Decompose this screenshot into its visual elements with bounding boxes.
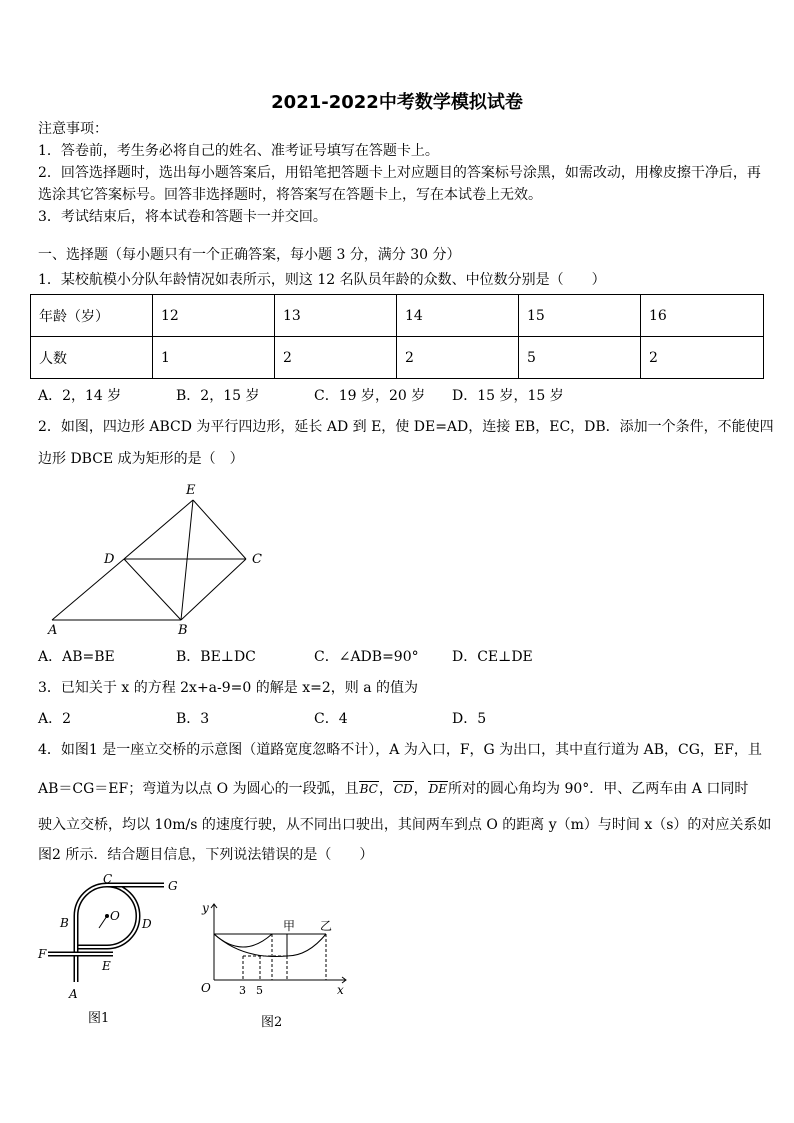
option-a[interactable]: A．2 — [38, 711, 72, 727]
fig2-origin: O — [201, 981, 211, 995]
fig2-axis-y: y — [202, 901, 209, 915]
table-row — [31, 295, 764, 337]
table-row — [31, 337, 764, 379]
question-1-stem: 1．某校航模小分队年龄情况如表所示，则这 12 名队员年龄的众数、中位数分别是（ ） — [38, 272, 606, 288]
section-heading: 一、选择题（每小题只有一个正确答案，每小题 3 分，满分 30 分） — [38, 247, 461, 263]
fig1-label-e: E — [102, 959, 111, 973]
fig1-label-c: C — [103, 872, 113, 886]
table-cell: 13 — [275, 295, 397, 337]
fig2-axis-x: x — [337, 983, 344, 997]
fig1-label-d: D — [142, 917, 152, 931]
option-d[interactable]: D．15 岁，15 岁 — [452, 388, 564, 404]
label-d: D — [104, 552, 115, 567]
overpass-figure — [36, 872, 186, 1004]
table-cell: 15 — [519, 295, 641, 337]
option-b[interactable]: B．BE⊥DC — [176, 649, 256, 665]
figure-1-caption: 图1 — [88, 1011, 110, 1026]
fig1-label-g: G — [168, 879, 178, 893]
question-4-text: 所对的圆心角均为 90°．甲、乙两车由 A 口同时 — [448, 781, 749, 797]
label-b: B — [178, 623, 188, 638]
figure-2-caption: 图2 — [261, 1015, 283, 1030]
label-c: C — [252, 552, 262, 567]
notice-item-1: 1．答卷前，考生务必将自己的姓名、准考证号填写在答题卡上。 — [38, 143, 439, 159]
question-4-text: AB＝CG＝EF；弯道为以点 O 为圆心的一段弧，且 — [38, 781, 359, 797]
distance-time-graph — [196, 898, 356, 1004]
table-cell: 14 — [397, 295, 519, 337]
question-1-options — [38, 386, 590, 406]
age-table — [30, 294, 764, 379]
option-c[interactable]: C．19 岁，20 岁 — [314, 388, 426, 404]
option-d[interactable]: D．5 — [452, 711, 487, 727]
separator: ， — [378, 781, 393, 797]
table-cell: 2 — [275, 337, 397, 379]
question-2-stem: 2．如图，四边形 ABCD 为平行四边形，延长 AD 到 E，使 DE=AD，连接 EB，EC，DB．添加一个条件，不能使四 — [38, 419, 774, 435]
arc-cd: CD — [393, 782, 413, 796]
fig2-series-yi: 乙 — [320, 919, 333, 933]
question-3-options — [38, 709, 590, 729]
option-a[interactable]: A．AB=BE — [38, 649, 115, 665]
option-b[interactable]: B．3 — [176, 711, 210, 727]
notice-heading: 注意事项： — [38, 121, 108, 137]
parallelogram-figure — [40, 478, 280, 640]
table-cell: 人数 — [31, 337, 153, 379]
fig1-label-b: B — [60, 916, 69, 930]
notice-item-3: 3．考试结束后，将本试卷和答题卡一并交回。 — [38, 209, 327, 225]
option-b[interactable]: B．2，15 岁 — [176, 388, 260, 404]
fig1-label-f: F — [38, 947, 47, 961]
table-cell: 12 — [153, 295, 275, 337]
question-2-options — [38, 647, 590, 667]
fig2-series-jia: 甲 — [283, 919, 296, 933]
page-title: 2021-2022中考数学模拟试卷 — [271, 92, 523, 113]
question-2-stem-cont: 边形 DBCE 成为矩形的是（ ） — [38, 451, 244, 467]
table-cell: 1 — [153, 337, 275, 379]
option-a[interactable]: A．2，14 岁 — [38, 388, 122, 404]
fig2-tick-3: 3 — [239, 984, 246, 997]
fig1-label-o: O — [110, 909, 120, 923]
table-cell: 2 — [397, 337, 519, 379]
question-3-stem: 3．已知关于 x 的方程 2x+a-9=0 的解是 x=2，则 a 的值为 — [38, 680, 418, 696]
notice-item-2-cont: 选涂其它答案标号。回答非选择题时，将答案写在答题卡上，写在本试卷上无效。 — [38, 187, 542, 203]
option-c[interactable]: C．∠ADB=90° — [314, 649, 419, 665]
fig1-label-a: A — [69, 987, 78, 1001]
label-a: A — [48, 623, 58, 638]
fig2-tick-5: 5 — [256, 984, 263, 997]
table-cell: 5 — [519, 337, 641, 379]
question-4-line-3: 驶入立交桥，均以 10m/s 的速度行驶，从不同出口驶出，其间两车到点 O 的距离 y（m）与时间 x（s）的对应关系如 — [38, 817, 772, 833]
option-c[interactable]: C．4 — [314, 711, 348, 727]
question-4-line-1: 4．如图1 是一座立交桥的示意图（道路宽度忽略不计），A 为入口，F，G 为出口，其中直行道为 AB，CG，EF，且 — [38, 742, 762, 758]
table-cell: 16 — [641, 295, 764, 337]
question-4-line-2 — [38, 779, 748, 799]
notice-item-2: 2．回答选择题时，选出每小题答案后，用铅笔把答题卡上对应题目的答案标号涂黑，如需改动，用橡皮擦干净后，再 — [38, 165, 761, 181]
arc-de: DE — [428, 782, 448, 796]
option-d[interactable]: D．CE⊥DE — [452, 649, 533, 665]
arc-bc: BC — [359, 782, 378, 796]
label-e: E — [186, 483, 196, 498]
table-cell: 2 — [641, 337, 764, 379]
table-cell: 年龄（岁） — [31, 295, 153, 337]
question-4-line-4: 图2 所示．结合题目信息，下列说法错误的是（ ） — [38, 847, 374, 863]
separator: ， — [413, 781, 428, 797]
